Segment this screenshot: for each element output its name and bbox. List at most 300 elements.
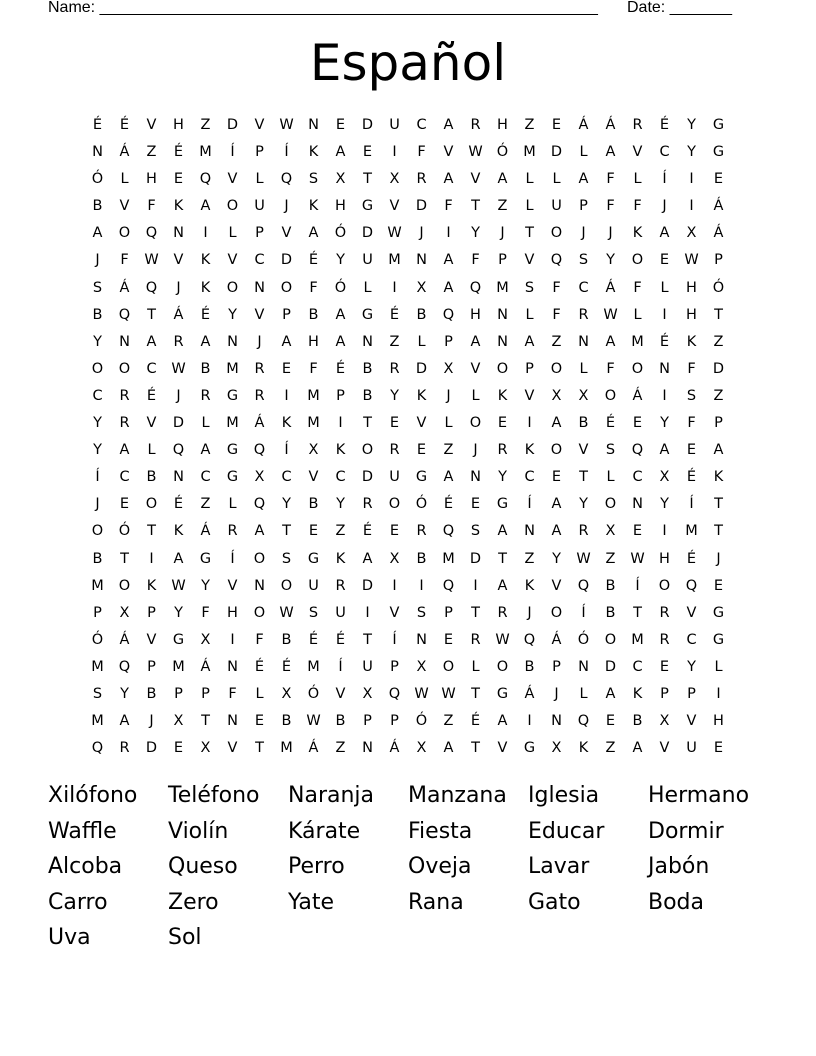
grid-letter: S [416, 604, 427, 621]
grid-letter: T [714, 496, 723, 513]
grid-letter: N [524, 523, 535, 540]
grid-letter: A [335, 333, 346, 350]
grid-letter: E [119, 496, 130, 513]
grid-letter: Z [146, 144, 157, 161]
grid-letter: Á [119, 631, 130, 648]
grid-letter: V [416, 415, 427, 432]
grid-letter: G [361, 306, 374, 323]
grid-letter: O [496, 360, 509, 377]
grid-letter: M [226, 415, 239, 432]
grid-letter: R [578, 523, 589, 540]
grid-letter: W [171, 360, 186, 377]
grid-letter: A [281, 333, 292, 350]
grid-letter: F [309, 279, 318, 296]
grid-letter: E [389, 523, 400, 540]
grid-letter: P [336, 387, 345, 404]
grid-letter: X [389, 171, 400, 188]
grid-letter: É [308, 631, 319, 648]
grid-letter: K [335, 550, 346, 567]
grid-letter: Q [523, 631, 536, 648]
grid-letter: L [228, 496, 237, 513]
grid-letter: U [362, 252, 373, 269]
grid-letter: B [605, 604, 616, 621]
word-list-item: Manzana [408, 783, 507, 808]
grid-letter: S [524, 279, 535, 296]
grid-letter: T [471, 604, 480, 621]
grid-letter: Q [550, 252, 563, 269]
grid-letter: R [173, 333, 184, 350]
grid-letter: T [363, 631, 372, 648]
grid-letter: F [255, 631, 264, 648]
word-list-item: Carro [48, 889, 108, 915]
grid-letter: É [281, 658, 292, 675]
grid-letter: Í [284, 144, 289, 161]
grid-letter: T [255, 740, 264, 757]
grid-letter: S [605, 442, 616, 459]
grid-letter: K [524, 577, 535, 594]
grid-letter: R [497, 604, 508, 621]
grid-letter: J [446, 387, 451, 404]
grid-letter: I [392, 144, 397, 161]
grid-letter: N [362, 740, 373, 757]
grid-letter: O [550, 604, 563, 621]
grid-letter: X [308, 442, 319, 459]
grid-letter: W [279, 604, 294, 621]
grid-letter: É [362, 523, 373, 540]
grid-letter: Ó [118, 523, 131, 540]
grid-letter: O [550, 225, 563, 242]
grid-letter: Y [228, 306, 237, 323]
grid-letter: W [279, 117, 294, 133]
grid-letter: C [578, 279, 589, 296]
grid-letter: X [389, 550, 400, 567]
grid-letter: P [255, 225, 264, 242]
grid-letter: U [335, 604, 346, 621]
grid-letter: F [201, 604, 210, 621]
grid-letter: Q [145, 225, 158, 242]
grid-letter: C [632, 469, 643, 486]
grid-letter: A [632, 740, 643, 757]
grid-letter: B [416, 306, 427, 323]
grid-letter: É [254, 658, 265, 675]
grid-letter: S [92, 685, 103, 702]
word-list-item: Naranja [288, 783, 375, 808]
grid-letter: H [470, 306, 481, 323]
grid-letter: R [389, 442, 400, 459]
grid-letter: I [419, 577, 424, 594]
grid-letter: E [362, 144, 373, 161]
grid-letter: Q [685, 577, 698, 594]
grid-letter: Y [660, 496, 669, 513]
grid-letter: K [497, 387, 508, 404]
grid-letter: L [255, 685, 264, 702]
grid-letter: J [419, 225, 424, 242]
grid-letter: Á [551, 631, 562, 648]
grid-letter: C [335, 469, 346, 486]
grid-letter: A [497, 523, 508, 540]
grid-letter: Z [713, 387, 724, 404]
grid-letter: G [523, 740, 536, 757]
grid-letter: P [255, 144, 264, 161]
grid-letter: Q [172, 442, 185, 459]
grid-letter: Q [118, 658, 131, 675]
grid-letter: A [497, 171, 508, 188]
grid-letter: Y [687, 144, 696, 161]
grid-letter: Í [635, 577, 640, 594]
grid-letter: D [361, 577, 374, 594]
word-list-item: Xilófono [48, 783, 138, 808]
grid-letter: I [527, 713, 532, 730]
grid-letter: H [173, 117, 184, 133]
grid-letter: I [662, 306, 667, 323]
grid-letter: Á [389, 740, 400, 757]
word-list [48, 778, 768, 956]
grid-letter: E [659, 252, 670, 269]
grid-letter: H [227, 604, 238, 621]
word-list-item: Yate [288, 889, 335, 915]
grid-letter: V [308, 469, 319, 486]
date-field-label: Date: _______ [627, 0, 732, 16]
grid-letter: F [120, 252, 129, 269]
grid-letter: G [496, 685, 509, 702]
word-list-item: Violín [168, 818, 229, 844]
grid-letter: A [605, 144, 616, 161]
grid-letter: B [308, 306, 319, 323]
grid-letter: I [392, 279, 397, 296]
grid-letter: M [685, 523, 698, 540]
grid-letter: V [227, 740, 238, 757]
grid-letter: O [496, 658, 509, 675]
grid-letter: V [497, 740, 508, 757]
grid-letter: X [605, 523, 616, 540]
grid-letter: V [254, 306, 265, 323]
letter-grid [84, 112, 732, 762]
grid-letter: S [92, 279, 103, 296]
grid-letter: L [525, 171, 534, 188]
grid-letter: A [605, 685, 616, 702]
grid-letter: S [308, 171, 319, 188]
grid-letter: A [524, 333, 535, 350]
grid-letter: X [254, 469, 265, 486]
grid-letter: O [226, 198, 239, 215]
grid-letter: T [579, 469, 588, 486]
grid-letter: Y [498, 469, 507, 486]
grid-letter: K [308, 198, 319, 215]
grid-letter: M [91, 658, 104, 675]
grid-letter: S [281, 550, 292, 567]
grid-letter: V [686, 713, 697, 730]
grid-letter: É [605, 415, 616, 432]
grid-letter: T [201, 713, 210, 730]
grid-letter: P [525, 360, 534, 377]
grid-letter: P [147, 604, 156, 621]
grid-letter: A [119, 442, 130, 459]
grid-letter: I [446, 225, 451, 242]
grid-letter: Ó [334, 279, 347, 296]
grid-letter: P [93, 604, 102, 621]
grid-letter: Q [280, 171, 293, 188]
grid-letter: Q [442, 523, 455, 540]
grid-letter: B [524, 658, 535, 675]
word-list-item: Uva [48, 925, 91, 950]
grid-letter: U [686, 740, 697, 757]
grid-letter: N [497, 333, 508, 350]
grid-letter: Ó [91, 171, 104, 188]
grid-letter: V [146, 415, 157, 432]
grid-letter: J [716, 550, 721, 567]
grid-letter: Ó [415, 713, 428, 730]
grid-letter: P [174, 685, 183, 702]
grid-letter: É [200, 306, 211, 323]
grid-letter: K [200, 252, 211, 269]
grid-letter: R [335, 577, 346, 594]
grid-letter: G [415, 469, 428, 486]
grid-letter: Á [200, 523, 211, 540]
grid-letter: Q [442, 306, 455, 323]
grid-letter: Í [95, 469, 100, 486]
grid-letter: Y [687, 658, 696, 675]
grid-letter: P [660, 685, 669, 702]
grid-letter: Z [443, 442, 454, 459]
grid-letter: T [714, 523, 723, 540]
grid-letter: D [469, 550, 482, 567]
grid-letter: E [605, 713, 616, 730]
word-list-item: Kárate [288, 818, 361, 844]
grid-letter: F [633, 279, 642, 296]
grid-letter: Í [662, 171, 667, 188]
grid-letter: X [416, 740, 427, 757]
grid-letter: Ó [334, 225, 347, 242]
grid-letter: B [281, 631, 292, 648]
grid-letter: R [254, 360, 265, 377]
grid-letter: Y [471, 225, 480, 242]
grid-letter: É [470, 713, 481, 730]
grid-letter: K [308, 144, 319, 161]
grid-letter: G [712, 117, 725, 133]
grid-letter: K [281, 415, 292, 432]
grid-letter: M [523, 144, 536, 161]
grid-letter: A [551, 496, 562, 513]
grid-letter: P [390, 658, 399, 675]
grid-letter: G [496, 496, 509, 513]
grid-letter: D [604, 658, 617, 675]
grid-letter: Á [254, 415, 265, 432]
grid-letter: É [308, 252, 319, 269]
grid-letter: O [550, 360, 563, 377]
grid-letter: Y [579, 496, 588, 513]
grid-letter: U [389, 117, 400, 133]
grid-letter: L [147, 442, 156, 459]
grid-letter: R [497, 442, 508, 459]
grid-letter: Í [581, 604, 586, 621]
grid-letter: E [632, 415, 643, 432]
grid-letter: E [713, 171, 724, 188]
grid-letter: O [118, 360, 131, 377]
grid-letter: Y [282, 496, 291, 513]
grid-letter: N [416, 631, 427, 648]
grid-letter: R [389, 360, 400, 377]
grid-letter: X [416, 279, 427, 296]
grid-letter: A [173, 550, 184, 567]
grid-letter: L [228, 225, 237, 242]
grid-letter: O [604, 387, 617, 404]
grid-letter: Z [443, 713, 454, 730]
grid-letter: T [714, 306, 723, 323]
grid-letter: X [659, 713, 670, 730]
grid-letter: V [227, 252, 238, 269]
grid-letter: A [146, 333, 157, 350]
grid-letter: O [118, 225, 131, 242]
grid-letter: B [335, 713, 346, 730]
grid-letter: X [551, 740, 562, 757]
grid-letter: M [307, 387, 320, 404]
grid-letter: T [147, 523, 156, 540]
grid-letter: P [282, 306, 291, 323]
word-list-item: Boda [648, 889, 704, 915]
word-list-item: Dormir [648, 818, 724, 844]
grid-letter: H [146, 171, 157, 188]
grid-letter: H [659, 550, 670, 567]
grid-letter: S [686, 387, 697, 404]
grid-letter: D [280, 252, 293, 269]
grid-letter: B [92, 198, 103, 215]
grid-letter: E [632, 523, 643, 540]
grid-letter: D [361, 117, 374, 133]
grid-letter: F [552, 306, 561, 323]
grid-letter: D [226, 117, 239, 133]
grid-letter: C [254, 252, 265, 269]
grid-letter: X [659, 469, 670, 486]
grid-letter: S [470, 523, 481, 540]
grid-letter: W [144, 252, 159, 269]
grid-letter: M [388, 252, 401, 269]
grid-letter: X [362, 685, 373, 702]
grid-letter: D [172, 415, 185, 432]
grid-letter: R [470, 631, 481, 648]
grid-letter: B [200, 360, 211, 377]
name-field-label: Name: ________________________________________________________ [48, 0, 598, 16]
grid-letter: O [604, 631, 617, 648]
grid-letter: A [605, 333, 616, 350]
grid-letter: I [662, 387, 667, 404]
grid-letter: N [362, 333, 373, 350]
grid-letter: K [578, 740, 589, 757]
grid-letter: Y [93, 415, 102, 432]
grid-letter: E [551, 117, 562, 133]
grid-letter: H [686, 279, 697, 296]
grid-letter: B [281, 713, 292, 730]
grid-letter: A [200, 333, 211, 350]
grid-letter: E [389, 415, 400, 432]
grid-letter: N [254, 279, 265, 296]
grid-letter: F [606, 171, 615, 188]
grid-letter: A [551, 415, 562, 432]
grid-letter: T [120, 550, 129, 567]
grid-letter: G [307, 550, 320, 567]
grid-letter: J [527, 604, 532, 621]
grid-letter: M [631, 333, 644, 350]
grid-letter: J [176, 387, 181, 404]
grid-letter: O [604, 496, 617, 513]
grid-letter: B [578, 415, 589, 432]
grid-letter: W [387, 225, 402, 242]
grid-letter: L [579, 685, 588, 702]
grid-letter: A [200, 442, 211, 459]
grid-letter: Z [605, 740, 616, 757]
grid-letter: E [281, 360, 292, 377]
grid-letter: N [578, 658, 589, 675]
grid-letter: É [659, 117, 670, 133]
grid-letter: É [335, 360, 346, 377]
word-list-item: Iglesia [528, 783, 600, 808]
grid-letter: I [527, 415, 532, 432]
grid-letter: O [631, 360, 644, 377]
grid-letter: Y [390, 387, 399, 404]
grid-letter: C [632, 658, 643, 675]
grid-letter: V [443, 144, 454, 161]
grid-letter: D [361, 469, 374, 486]
grid-letter: D [415, 360, 428, 377]
word-list-item: Jabón [648, 854, 710, 879]
grid-letter: P [687, 685, 696, 702]
grid-letter: A [200, 198, 211, 215]
grid-letter: N [632, 496, 643, 513]
grid-letter: V [119, 198, 130, 215]
grid-letter: V [524, 252, 535, 269]
grid-letter: M [199, 144, 212, 161]
word-list-item: Hermano [648, 783, 750, 808]
grid-letter: N [470, 469, 481, 486]
grid-letter: F [552, 279, 561, 296]
grid-letter: P [498, 252, 507, 269]
grid-letter: É [92, 117, 103, 133]
grid-letter: F [606, 360, 615, 377]
grid-letter: E [416, 442, 427, 459]
grid-letter: P [390, 713, 399, 730]
grid-letter: A [497, 713, 508, 730]
grid-letter: G [172, 631, 185, 648]
grid-letter: A [443, 117, 454, 133]
grid-letter: J [95, 252, 100, 269]
grid-letter: A [443, 469, 454, 486]
grid-letter: V [686, 604, 697, 621]
grid-letter: A [659, 442, 670, 459]
grid-letter: A [551, 523, 562, 540]
grid-letter: A [659, 225, 670, 242]
grid-letter: R [416, 523, 427, 540]
grid-letter: U [362, 658, 373, 675]
grid-letter: A [308, 225, 319, 242]
grid-letter: I [473, 577, 478, 594]
grid-letter: É [389, 306, 400, 323]
grid-letter: I [203, 225, 208, 242]
grid-letter: L [579, 144, 588, 161]
word-list-item: Educar [528, 818, 605, 844]
grid-letter: A [443, 252, 454, 269]
grid-letter: Á [605, 279, 616, 296]
word-list-item: Lavar [528, 854, 590, 879]
grid-letter: I [230, 631, 235, 648]
grid-letter: I [662, 523, 667, 540]
grid-letter: F [147, 198, 156, 215]
grid-letter: A [362, 550, 373, 567]
grid-letter: Í [527, 496, 532, 513]
grid-letter: É [686, 469, 697, 486]
grid-letter: R [362, 496, 373, 513]
grid-letter: Z [497, 198, 508, 215]
grid-letter: L [525, 306, 534, 323]
grid-letter: N [227, 658, 238, 675]
